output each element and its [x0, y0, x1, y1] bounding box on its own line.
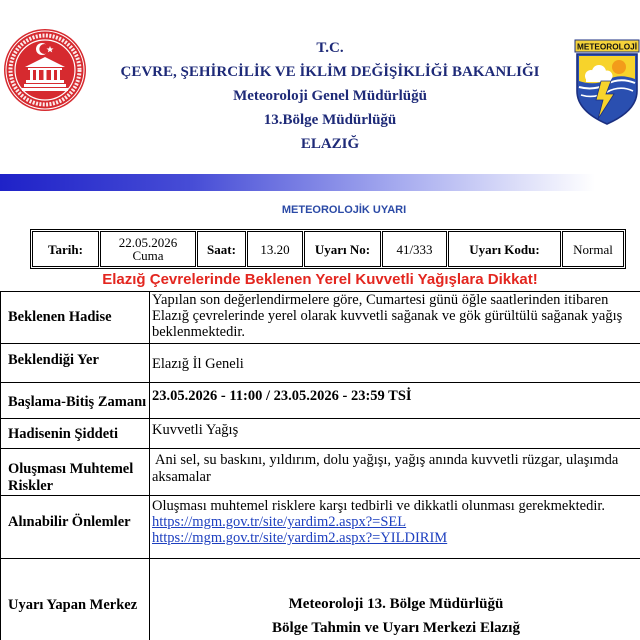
row-start-end-time	[0, 382, 640, 418]
header-tc: T.C.	[316, 40, 344, 56]
header-block	[100, 36, 560, 156]
row-expected-event	[0, 291, 640, 343]
row-severity	[0, 418, 640, 448]
flood-help-link[interactable]: https://mgm.gov.tr/site/yardim2.aspx?=SEL	[152, 514, 407, 530]
warning-no-label: Uyarı No:	[304, 231, 381, 267]
expected-event-text	[150, 292, 640, 343]
possible-risks-line: aksamalar	[152, 469, 211, 485]
possible-risks-label: Oluşması Muhtemel Riskler	[0, 449, 150, 495]
header-divider-bar	[0, 174, 640, 191]
lightning-help-link[interactable]: https://mgm.gov.tr/site/yardim2.aspx?=YILDIRIM	[152, 530, 448, 546]
day-value: Cuma	[132, 248, 164, 263]
precautions-text	[150, 496, 640, 558]
expected-event-line: beklenmektedir.	[152, 324, 246, 340]
info-row	[32, 231, 624, 267]
possible-risks-text	[150, 449, 640, 495]
start-end-time-label: Başlama-Bitiş Zamanı	[0, 383, 150, 418]
warning-heading: METEOROLOJİK UYARI	[281, 204, 407, 216]
warning-title: Elazığ Çevrelerinde Beklenen Yerel Kuvvetli Yağışlara Dikkat!	[102, 271, 538, 288]
header-city: ELAZIĞ	[300, 136, 360, 152]
ministry-seal-icon	[3, 28, 87, 112]
expected-place-value: Elazığ İl Geneli	[152, 356, 244, 372]
row-issuing-center	[0, 558, 640, 640]
expected-event-line: Elazığ çevrelerinde yerel olarak kuvvetli sağanak ve gök gürültülü sağanak yağış	[152, 308, 623, 324]
expected-place-label: Beklendiği Yer	[0, 344, 150, 382]
expected-event-line: Yapılan son değerlendirmelere göre, Cumartesi günü öğle saatlerinden itibaren	[152, 292, 609, 308]
issuing-center-label: Uyarı Yapan Merkez	[0, 559, 150, 640]
header-directorate: Meteoroloji Genel Müdürlüğü	[233, 88, 427, 104]
warning-no-value: 41/333	[382, 231, 447, 267]
severity-value: Kuvvetli Yağış	[152, 422, 239, 438]
expected-event-label: Beklenen Hadise	[0, 292, 150, 343]
warning-code-value: Normal	[562, 231, 624, 267]
precautions-sentence: Oluşması muhtemel risklere karşı tedbirli ve dikkatli olunması gerekmektedir.	[152, 498, 606, 514]
precautions-label: Alınabilir Önlemler	[0, 496, 150, 558]
header-region: 13.Bölge Müdürlüğü	[263, 112, 397, 128]
row-possible-risks	[0, 448, 640, 495]
row-precautions	[0, 495, 640, 558]
date-value: 22.05.2026	[118, 235, 178, 250]
severity-label: Hadisenin Şiddeti	[0, 419, 150, 448]
time-label: Saat:	[197, 231, 246, 267]
row-expected-place	[0, 343, 640, 382]
warning-code-label: Uyarı Kodu:	[448, 231, 561, 267]
date-cell	[100, 231, 196, 267]
possible-risks-line: Ani sel, su baskını, yıldırım, dolu yağışı, yağış anında kuvvetli rüzgar, ulaşımda	[155, 452, 619, 468]
meteoroloji-logo-text: METEOROLOJİ	[577, 41, 637, 52]
issuing-center-line: Meteoroloji 13. Bölge Müdürlüğü	[288, 596, 504, 612]
header-ministry: ÇEVRE, ŞEHİRCİLİK VE İKLİM DEĞİŞİKLİĞİ BAKANLIĞI	[120, 64, 540, 80]
date-label: Tarih:	[32, 231, 99, 267]
issuing-center-text	[150, 559, 640, 640]
start-end-time-value: 23.05.2026 - 11:00 / 23.05.2026 - 23:59 TSİ	[152, 388, 412, 404]
warning-info-table	[30, 229, 626, 269]
time-value: 13.20	[247, 231, 303, 267]
issuing-center-line: Bölge Tahmin ve Uyarı Merkezi Elazığ	[272, 620, 520, 636]
meteoroloji-shield-icon	[574, 39, 640, 125]
